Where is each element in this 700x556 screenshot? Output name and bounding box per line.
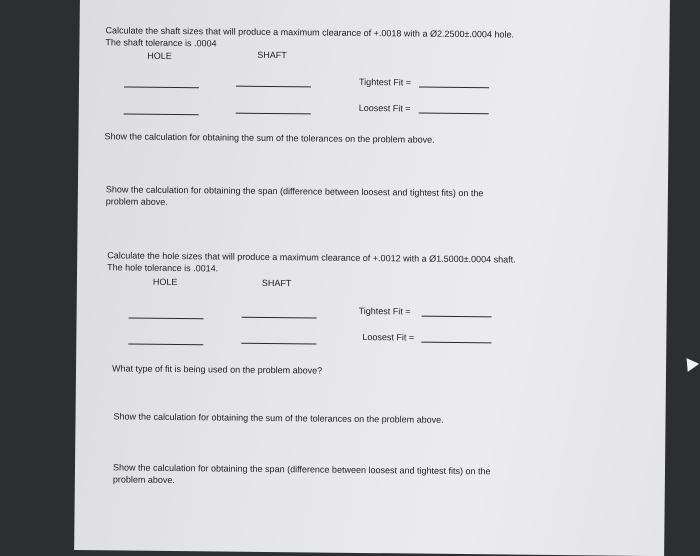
question-span-1-line1: Show the calculation for obtaining the span (difference between loosest and tightest fits) on the: [105, 184, 484, 199]
mouse-pointer-icon: [681, 354, 699, 372]
problem2-loosest-label: Loosest Fit =: [362, 331, 415, 343]
question-sum-2: Show the calculation for obtaining the sum of the tolerances on the problem above.: [113, 411, 444, 425]
question-fit-type: What type of fit is being used on the problem above?: [111, 363, 323, 376]
problem1-line2: The shaft tolerance is .0004: [105, 37, 217, 49]
problem2-loosest-blank[interactable]: [421, 342, 491, 344]
problem2-shaft-blank-2[interactable]: [241, 343, 316, 345]
problem2-line2: The hole tolerance is .0014.: [107, 262, 219, 274]
problem2-hole-blank-2[interactable]: [128, 344, 203, 346]
question-sum-1: Show the calculation for obtaining the sum of the tolerances on the problem above.: [104, 131, 435, 145]
problem2-hole-blank-1[interactable]: [129, 318, 204, 320]
question-span-2-line2: problem above.: [112, 474, 175, 486]
problem2-line1: Calculate the hole sizes that will produce a maximum clearance of +.0012 with a Ø1.5000±.0004 shaft.: [107, 250, 516, 265]
problem1-hole-blank-1[interactable]: [124, 86, 199, 88]
problem1-hole-blank-2[interactable]: [124, 113, 199, 115]
problem1-shaft-blank-2[interactable]: [236, 113, 311, 115]
problem1-shaft-header: SHAFT: [257, 49, 287, 61]
problem2-shaft-header: SHAFT: [261, 277, 292, 289]
problem1-tightest-blank[interactable]: [419, 87, 489, 89]
problem1-loosest-label: Loosest Fit =: [358, 102, 411, 114]
problem1-shaft-blank-1[interactable]: [236, 86, 311, 88]
problem1-loosest-blank[interactable]: [419, 113, 489, 115]
problem2-tightest-blank[interactable]: [422, 316, 492, 318]
problem1-tightest-label: Tightest Fit =: [359, 76, 412, 88]
problem1-hole-header: HOLE: [147, 50, 172, 61]
problem2-shaft-blank-1[interactable]: [242, 317, 317, 319]
question-span-2-line1: Show the calculation for obtaining the span (difference between loosest and tightest fits) on the: [112, 462, 491, 477]
question-span-1-line2: problem above.: [105, 196, 168, 207]
problem1-line1: Calculate the shaft sizes that will produce a maximum clearance of +.0018 with a Ø2.2500±.0004 hole.: [105, 25, 515, 40]
problem2-tightest-label: Tightest Fit =: [358, 305, 411, 317]
problem2-hole-header: HOLE: [152, 276, 178, 288]
worksheet-page: [74, 0, 670, 556]
